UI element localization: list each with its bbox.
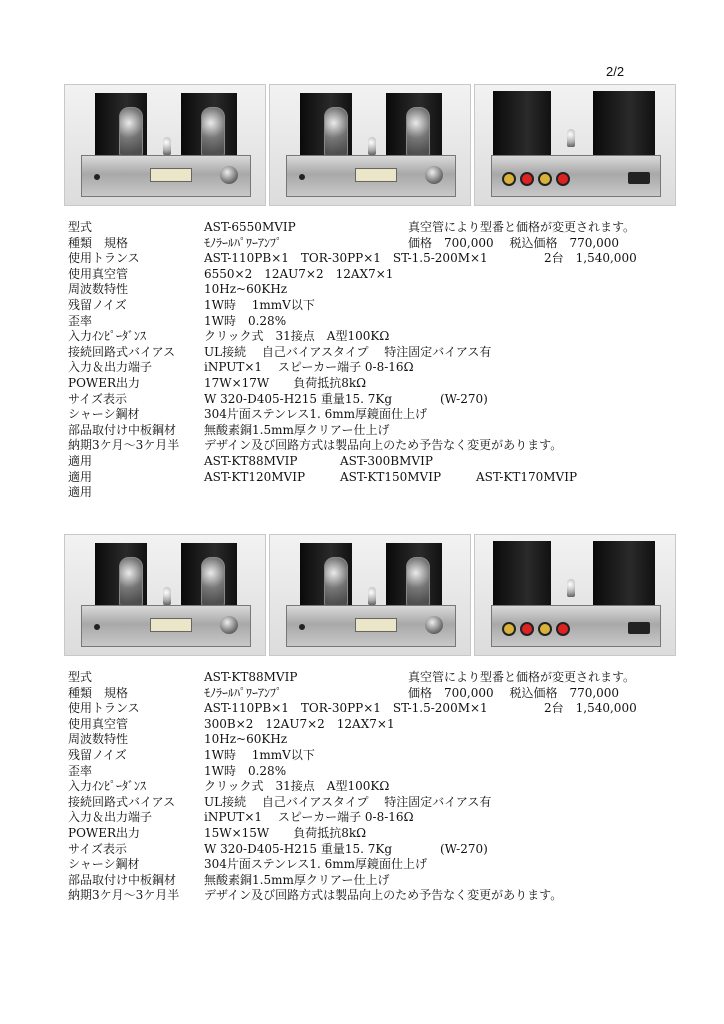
spec-value: ﾓﾉﾗｰﾙﾊﾟﾜｰｱﾝﾌﾟ (204, 685, 283, 700)
spec-value: クリック式 31接点 A型100KΩ (204, 779, 390, 794)
spec-row (68, 826, 668, 842)
spec-label: 使用トランス (68, 701, 140, 716)
spec-extra: 価格 700,000 税込価格 770,000 (408, 235, 620, 250)
spec-value: 304片面ステンレス1. 6mm厚鏡面仕上げ (204, 407, 428, 422)
spec-value: iNPUT×1 スピーカー端子 0-8-16Ω (204, 360, 414, 375)
spec-value: 無酸素銅1.5mm厚クリアー仕上げ (204, 422, 390, 437)
spec-value: ﾓﾉﾗｰﾙﾊﾟﾜｰｱﾝﾌﾟ (204, 235, 283, 250)
spec-row (68, 873, 668, 889)
spec-row (68, 314, 668, 330)
spec-label: 適用 (68, 485, 93, 500)
spec-row (68, 717, 668, 733)
spec-row (68, 810, 668, 826)
spec-value: 1W時 0.28% (204, 763, 287, 778)
spec-label: POWER出力 (68, 825, 141, 840)
spec-row (68, 670, 668, 686)
spec-row (68, 779, 668, 795)
spec-label: 入力＆出力端子 (68, 810, 153, 825)
spec-value: 1W時 1mmV以下 (204, 747, 315, 762)
spec-label: 接続回路式バイアス (68, 794, 176, 809)
spec-extra: 価格 700,000 税込価格 770,000 (408, 685, 620, 700)
spec-row (68, 236, 668, 252)
spec-label: 入力ｲﾝﾋﾟｰﾀﾞﾝｽ (68, 779, 147, 794)
spec-extra: (W-270) (440, 841, 488, 856)
spec-value: 17W×17W 負荷抵抗8kΩ (204, 375, 367, 390)
spec-label: 型式 (68, 220, 93, 234)
spec-label: シャーシ鋼材 (68, 407, 140, 422)
spec-value: 1W時 1mmV以下 (204, 297, 315, 312)
spec-label: サイズ表示 (68, 841, 128, 856)
spec-label: 歪率 (68, 313, 93, 328)
spec-value: AST-110PB×1 TOR-30PP×1 ST-1.5-200M×1 (204, 701, 488, 716)
spec-label: 入力＆出力端子 (68, 360, 153, 375)
spec-row (68, 329, 668, 345)
spec-value: クリック式 31接点 A型100KΩ (204, 329, 390, 344)
spec-row (68, 392, 668, 408)
spec-label: POWER出力 (68, 375, 141, 390)
spec-extra: 真空管により型番と価格が変更されます。 (408, 670, 636, 684)
spec-value: AST-110PB×1 TOR-30PP×1 ST-1.5-200M×1 (204, 251, 488, 266)
spec-row (68, 298, 668, 314)
spec-value: AST-KT88MVIP (204, 670, 298, 684)
spec-label: サイズ表示 (68, 391, 128, 406)
spec-row (68, 423, 668, 439)
spec-row (68, 376, 668, 392)
spec-row (68, 251, 668, 267)
spec-label: 残留ノイズ (68, 297, 127, 312)
spec-label: 使用トランス (68, 251, 140, 266)
spec-value: 6550×2 12AU7×2 12AX7×1 (204, 266, 394, 281)
spec-row (68, 842, 668, 858)
spec-label: 適用 (68, 469, 93, 484)
spec-value: デザイン及び回路方式は製品向上のため予告なく変更があります。 (204, 888, 563, 903)
spec-value: 無酸素銅1.5mm厚クリアー仕上げ (204, 872, 390, 887)
spec-value: 15W×15W 負荷抵抗8kΩ (204, 825, 367, 840)
spec-value: W 320-D405-H215 重量15. 7Kg (204, 391, 393, 406)
spec-table-1 (68, 220, 668, 501)
spec-label: 適用 (68, 453, 93, 468)
spec-value: 304片面ステンレス1. 6mm厚鏡面仕上げ (204, 857, 428, 872)
spec-row (68, 795, 668, 811)
spec-row (68, 857, 668, 873)
spec-label: 納期3ケ月～3ケ月半 (68, 438, 180, 453)
spec-label: 使用真空管 (68, 716, 129, 731)
spec-row (68, 701, 668, 717)
spec-extra: (W-270) (440, 391, 488, 406)
spec-label: 種類 規格 (68, 685, 129, 700)
spec-row (68, 470, 668, 486)
spec-row (68, 454, 668, 470)
spec-row (68, 764, 668, 780)
spec-row (68, 485, 668, 501)
spec-value: AST-KT88MVIP (204, 453, 298, 468)
spec-row (68, 360, 668, 376)
spec-row (68, 686, 668, 702)
spec-label: 周波数特性 (68, 732, 129, 747)
spec-value: 300B×2 12AU7×2 12AX7×1 (204, 716, 395, 731)
spec-label: 納期3ケ月～3ケ月半 (68, 888, 180, 903)
spec-row (68, 748, 668, 764)
spec-value: 1W時 0.28% (204, 313, 287, 328)
spec-row (68, 732, 668, 748)
spec-row (68, 438, 668, 454)
amp-rear-photo (474, 84, 676, 206)
spec-value: W 320-D405-H215 重量15. 7Kg (204, 841, 393, 856)
spec-extra: 真空管により型番と価格が変更されます。 (408, 220, 636, 234)
spec-label: 接続回路式バイアス (68, 344, 176, 359)
spec-value: 10Hz~60KHz (204, 732, 288, 747)
amp-front-photo-2 (269, 84, 471, 206)
product-photo-row-1 (64, 84, 676, 206)
spec-label: 使用真空管 (68, 266, 129, 281)
amp-front-photo-2 (269, 534, 471, 656)
spec-row (68, 888, 668, 904)
spec-extra: 2台 1,540,000 (544, 701, 637, 716)
spec-label: シャーシ鋼材 (68, 857, 140, 872)
spec-label: 入力ｲﾝﾋﾟｰﾀﾞﾝｽ (68, 329, 147, 344)
spec-row (68, 345, 668, 361)
spec-value: 10Hz~60KHz (204, 282, 288, 297)
spec-extra: AST-300BMVIP (340, 453, 433, 468)
amp-rear-photo (474, 534, 676, 656)
amp-front-photo (64, 534, 266, 656)
spec-row (68, 407, 668, 423)
spec-value: AST-KT120MVIP (204, 469, 306, 484)
spec-label: 残留ノイズ (68, 747, 127, 762)
spec-value: iNPUT×1 スピーカー端子 0-8-16Ω (204, 810, 414, 825)
amp-front-photo (64, 84, 266, 206)
spec-row (68, 282, 668, 298)
spec-row (68, 220, 668, 236)
spec-table-2 (68, 670, 668, 904)
spec-label: 部品取付け中板鋼材 (68, 422, 177, 437)
spec-label: 周波数特性 (68, 282, 129, 297)
spec-value: デザイン及び回路方式は製品向上のため予告なく変更があります。 (204, 438, 563, 453)
spec-row (68, 267, 668, 283)
spec-value: UL接続 自己バイアスタイプ 特注固定バイアス有 (204, 344, 492, 359)
spec-label: 部品取付け中板鋼材 (68, 872, 177, 887)
spec-label: 歪率 (68, 763, 93, 778)
spec-label: 種類 規格 (68, 235, 129, 250)
product-photo-row-2 (64, 534, 676, 656)
spec-label: 型式 (68, 670, 93, 684)
spec-extra: 2台 1,540,000 (544, 251, 637, 266)
spec-value: UL接続 自己バイアスタイプ 特注固定バイアス有 (204, 794, 492, 809)
spec-value: AST-6550MVIP (204, 220, 296, 234)
spec-extra: AST-KT150MVIP (340, 469, 442, 484)
spec-extra: AST-KT170MVIP (476, 469, 578, 484)
page-number: 2/2 (606, 64, 625, 79)
